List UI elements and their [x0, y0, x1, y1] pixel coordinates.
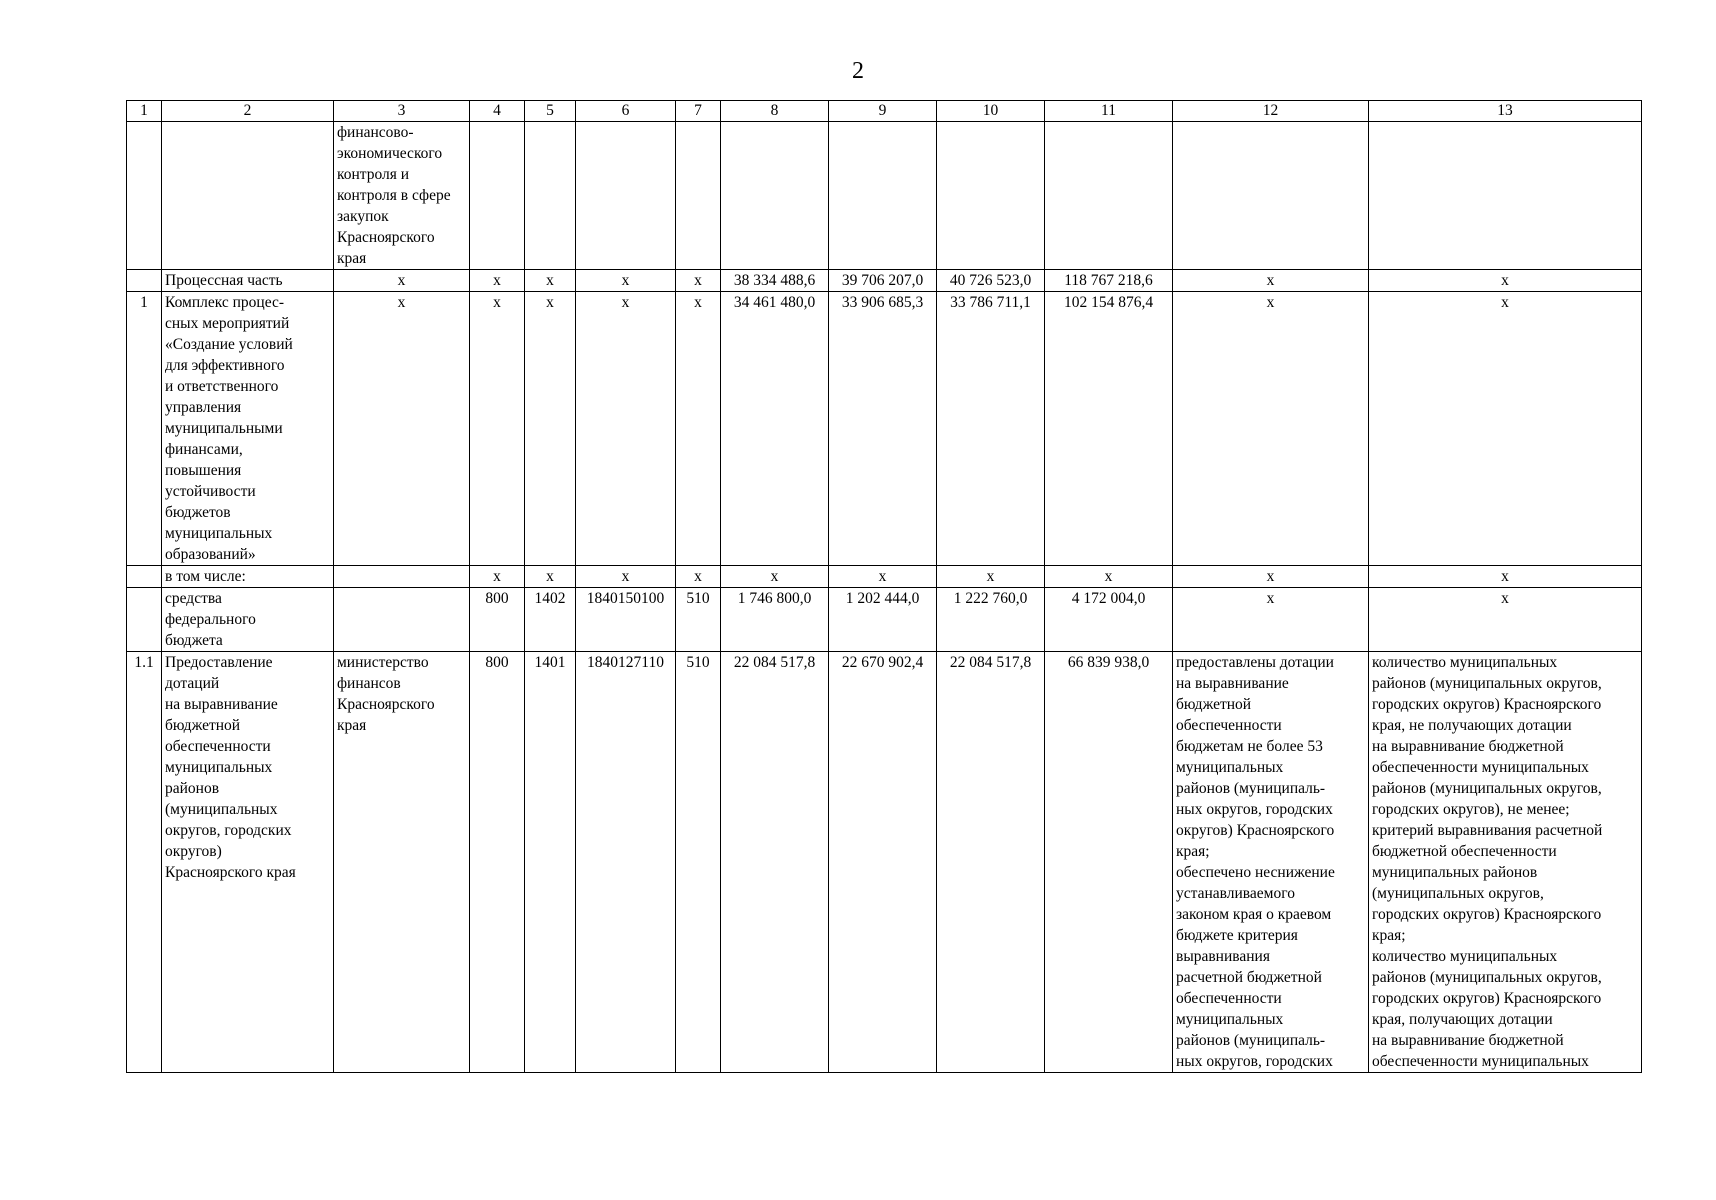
result-cell: х [1173, 588, 1369, 652]
table-cell: х [576, 566, 676, 588]
row-title [162, 122, 334, 270]
column-number-row [127, 101, 1642, 122]
amount-cell: 33 786 711,1 [937, 292, 1045, 566]
budget-table [126, 100, 1642, 1073]
table-cell: 510 [676, 652, 721, 1073]
total-cell: 102 154 876,4 [1045, 292, 1173, 566]
column-number: 1 [127, 101, 162, 122]
result-cell: х [1173, 292, 1369, 566]
amount-cell: 1 222 760,0 [937, 588, 1045, 652]
table-cell: х [470, 292, 525, 566]
column-number: 11 [1045, 101, 1173, 122]
table-cell [829, 122, 937, 270]
row-title: в том числе: [162, 566, 334, 588]
result-cell [1173, 122, 1369, 270]
table-row-federal-budget [127, 588, 1642, 652]
row-title: Предоставление дотаций на выравнивание бюджетной обеспеченности муниципальных районов (муниципальных округов, городских округов) Красноярского края [162, 652, 334, 1073]
table-row-process-part [127, 270, 1642, 292]
table-row-complex [127, 292, 1642, 566]
column-number: 4 [470, 101, 525, 122]
table-cell [676, 122, 721, 270]
column-number: 7 [676, 101, 721, 122]
executor-cell [334, 566, 470, 588]
amount-cell: 22 670 902,4 [829, 652, 937, 1073]
table-cell: 1402 [525, 588, 576, 652]
amount-cell: 1 746 800,0 [721, 588, 829, 652]
table-cell: х [676, 270, 721, 292]
total-cell: 4 172 004,0 [1045, 588, 1173, 652]
table-cell [721, 122, 829, 270]
table-row-subsidy [127, 652, 1642, 1073]
row-number: 1 [127, 292, 162, 566]
row-title: Комплекс процес- сных мероприятий «Создание условий для эффективного и ответственного управления муниципальными финансами, повышения устойчивости бюджетов муниципальных образований» [162, 292, 334, 566]
table-cell: х [525, 566, 576, 588]
table-cell [1045, 122, 1173, 270]
table-cell [470, 122, 525, 270]
table-cell: х [525, 292, 576, 566]
amount-cell: 22 084 517,8 [937, 652, 1045, 1073]
column-number: 6 [576, 101, 676, 122]
amount-cell: 34 461 480,0 [721, 292, 829, 566]
table-cell: х [676, 292, 721, 566]
amount-cell: 40 726 523,0 [937, 270, 1045, 292]
amount-cell: х [721, 566, 829, 588]
table-cell: 1840150100 [576, 588, 676, 652]
total-cell: 66 839 938,0 [1045, 652, 1173, 1073]
column-number: 8 [721, 101, 829, 122]
table-cell [937, 122, 1045, 270]
result-cell: х [1173, 270, 1369, 292]
table-cell: х [470, 270, 525, 292]
column-number: 12 [1173, 101, 1369, 122]
table-cell: 1840127110 [576, 652, 676, 1073]
table-cell: 1401 [525, 652, 576, 1073]
indicator-cell [1369, 122, 1642, 270]
table-cell: 800 [470, 652, 525, 1073]
total-cell: 118 767 218,6 [1045, 270, 1173, 292]
table-row-including [127, 566, 1642, 588]
indicator-cell: х [1369, 270, 1642, 292]
result-cell: х [1173, 566, 1369, 588]
column-number: 9 [829, 101, 937, 122]
indicator-cell: х [1369, 566, 1642, 588]
result-cell: предоставлены дотации на выравнивание бюджетной обеспеченности бюджетам не более 53 муниципальных районов (муниципаль- ных округов, городских округов) Красноярского края; обеспечено неснижение устанавливаемого законом края о краевом бюджете критерия выравнивания расчетной бюджетной обеспеченности муниципальных районов (муниципаль- ных округов, городских [1173, 652, 1369, 1073]
table-cell [525, 122, 576, 270]
executor-cell [334, 588, 470, 652]
executor-cell: финансово- экономического контроля и контроля в сфере закупок Красноярского края [334, 122, 470, 270]
row-number [127, 588, 162, 652]
table-cell: х [470, 566, 525, 588]
page-number: 2 [852, 58, 864, 84]
row-title: средства федерального бюджета [162, 588, 334, 652]
executor-cell: министерство финансов Красноярского края [334, 652, 470, 1073]
executor-cell: х [334, 292, 470, 566]
column-number: 5 [525, 101, 576, 122]
table-cell: 800 [470, 588, 525, 652]
row-number [127, 122, 162, 270]
column-number: 13 [1369, 101, 1642, 122]
amount-cell: 38 334 488,6 [721, 270, 829, 292]
table-cell: х [576, 292, 676, 566]
row-title: Процессная часть [162, 270, 334, 292]
table-cell: 510 [676, 588, 721, 652]
column-number: 2 [162, 101, 334, 122]
amount-cell: 1 202 444,0 [829, 588, 937, 652]
indicator-cell: х [1369, 588, 1642, 652]
total-cell: х [1045, 566, 1173, 588]
table-cell: х [576, 270, 676, 292]
table-cell: х [676, 566, 721, 588]
amount-cell: 39 706 207,0 [829, 270, 937, 292]
amount-cell: 22 084 517,8 [721, 652, 829, 1073]
amount-cell: х [829, 566, 937, 588]
table-cell: х [525, 270, 576, 292]
amount-cell: х [937, 566, 1045, 588]
column-number: 3 [334, 101, 470, 122]
table-row-continuation [127, 122, 1642, 270]
indicator-cell: количество муниципальных районов (муниципальных округов, городских округов) Красноярского края, не получающих дотации на выравнивание бюджетной обеспеченности муниципальных районов (муниципальных округов, городских округов), не менее; критерий выравнивания расчетной бюджетной обеспеченности муниципальных районов (муниципальных округов, городских округов) Красноярского края; количество муниципальных районов (муниципальных округов, городских округов) Красноярского края, получающих дотации на выравнивание бюджетной обеспеченности муниципальных [1369, 652, 1642, 1073]
indicator-cell: х [1369, 292, 1642, 566]
row-number [127, 566, 162, 588]
column-number: 10 [937, 101, 1045, 122]
executor-cell: х [334, 270, 470, 292]
table-cell [576, 122, 676, 270]
amount-cell: 33 906 685,3 [829, 292, 937, 566]
row-number: 1.1 [127, 652, 162, 1073]
row-number [127, 270, 162, 292]
